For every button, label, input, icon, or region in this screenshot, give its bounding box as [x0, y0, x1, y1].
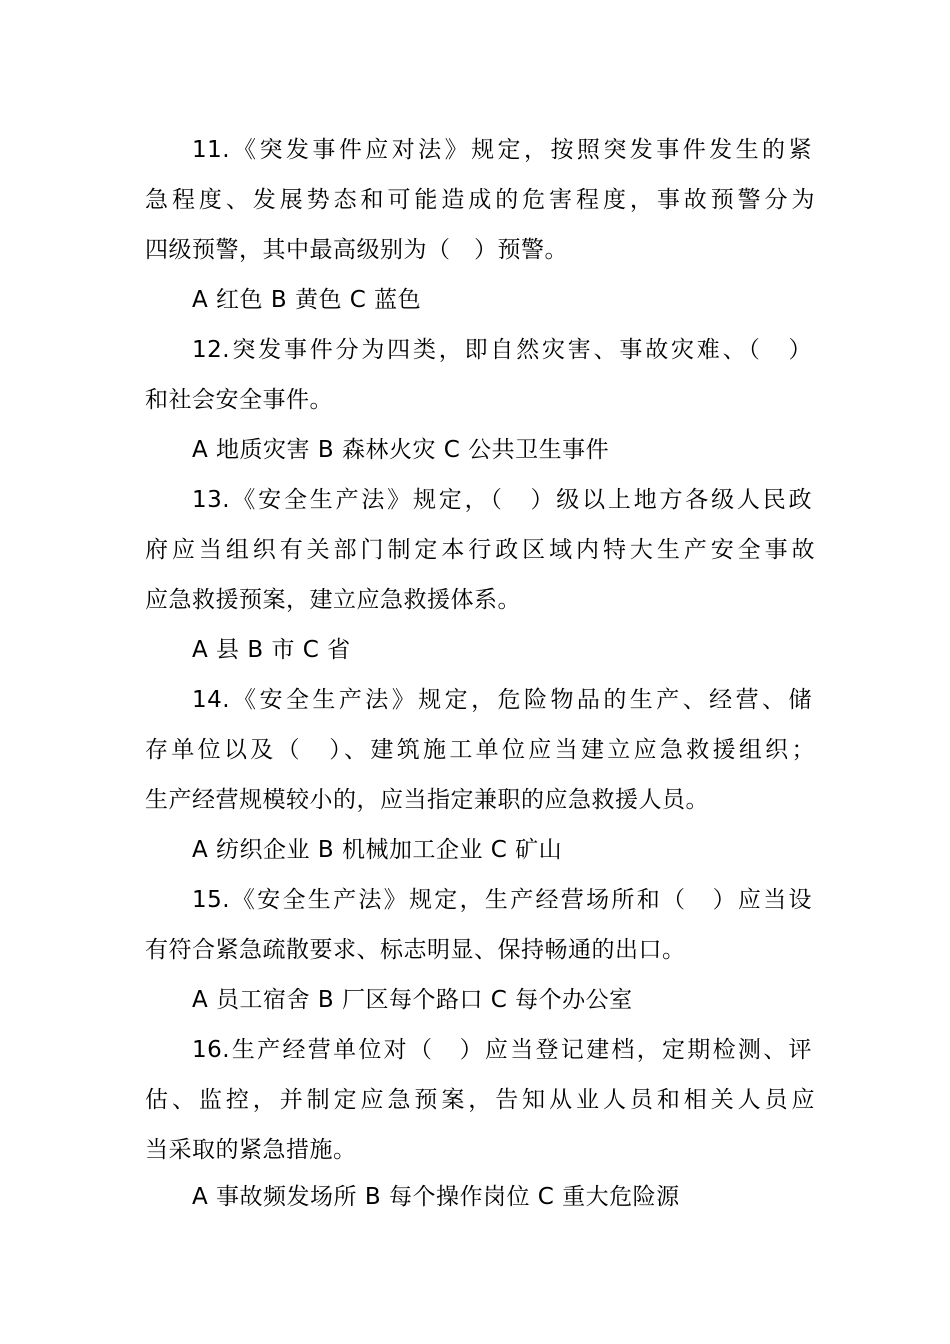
q11-line-3: 四级预警，其中最高级别为（ ）预警。 [145, 237, 568, 263]
q12-options: A 地质灾害 B 森林火灾 C 公共卫生事件 [192, 437, 610, 463]
q13-line-2: 府应当组织有关部门制定本行政区域内特大生产安全事故 [145, 537, 815, 563]
q14-line-3: 生产经营规模较小的，应当指定兼职的应急救援人员。 [145, 787, 709, 813]
q13-line-1: 13.《安全生产法》规定，（ ）级以上地方各级人民政 [192, 487, 812, 513]
q11-options: A 红色 B 黄色 C 蓝色 [192, 287, 422, 313]
q11-line-2: 急程度、发展势态和可能造成的危害程度，事故预警分为 [145, 187, 815, 213]
q13-options: A 县 B 市 C 省 [192, 637, 351, 663]
q16-line-3: 当采取的紧急措施。 [145, 1137, 357, 1163]
q13-line-3: 应急救援预案，建立应急救援体系。 [145, 587, 521, 613]
q14-line-2: 存单位以及（ ）、建筑施工单位应当建立应急救援组织； [145, 737, 815, 763]
q15-options: A 员工宿舍 B 厂区每个路口 C 每个办公室 [192, 987, 633, 1013]
q16-options: A 事故频发场所 B 每个操作岗位 C 重大危险源 [192, 1184, 680, 1210]
q14-options: A 纺织企业 B 机械加工企业 C 矿山 [192, 837, 563, 863]
q16-line-2: 估、监控，并制定应急预案，告知从业人员和相关人员应 [145, 1087, 815, 1113]
q16-line-1: 16.生产经营单位对（ ）应当登记建档，定期检测、评 [192, 1037, 812, 1063]
q12-line-1: 12.突发事件分为四类，即自然灾害、事故灾难、（ ） [192, 337, 812, 363]
q11-line-1: 11.《突发事件应对法》规定，按照突发事件发生的紧 [192, 137, 812, 163]
q15-line-2: 有符合紧急疏散要求、标志明显、保持畅通的出口。 [145, 937, 686, 963]
q14-line-1: 14.《安全生产法》规定，危险物品的生产、经营、储 [192, 687, 812, 713]
q12-line-2: 和社会安全事件。 [145, 387, 333, 413]
q15-line-1: 15.《安全生产法》规定，生产经营场所和（ ）应当设 [192, 887, 812, 913]
